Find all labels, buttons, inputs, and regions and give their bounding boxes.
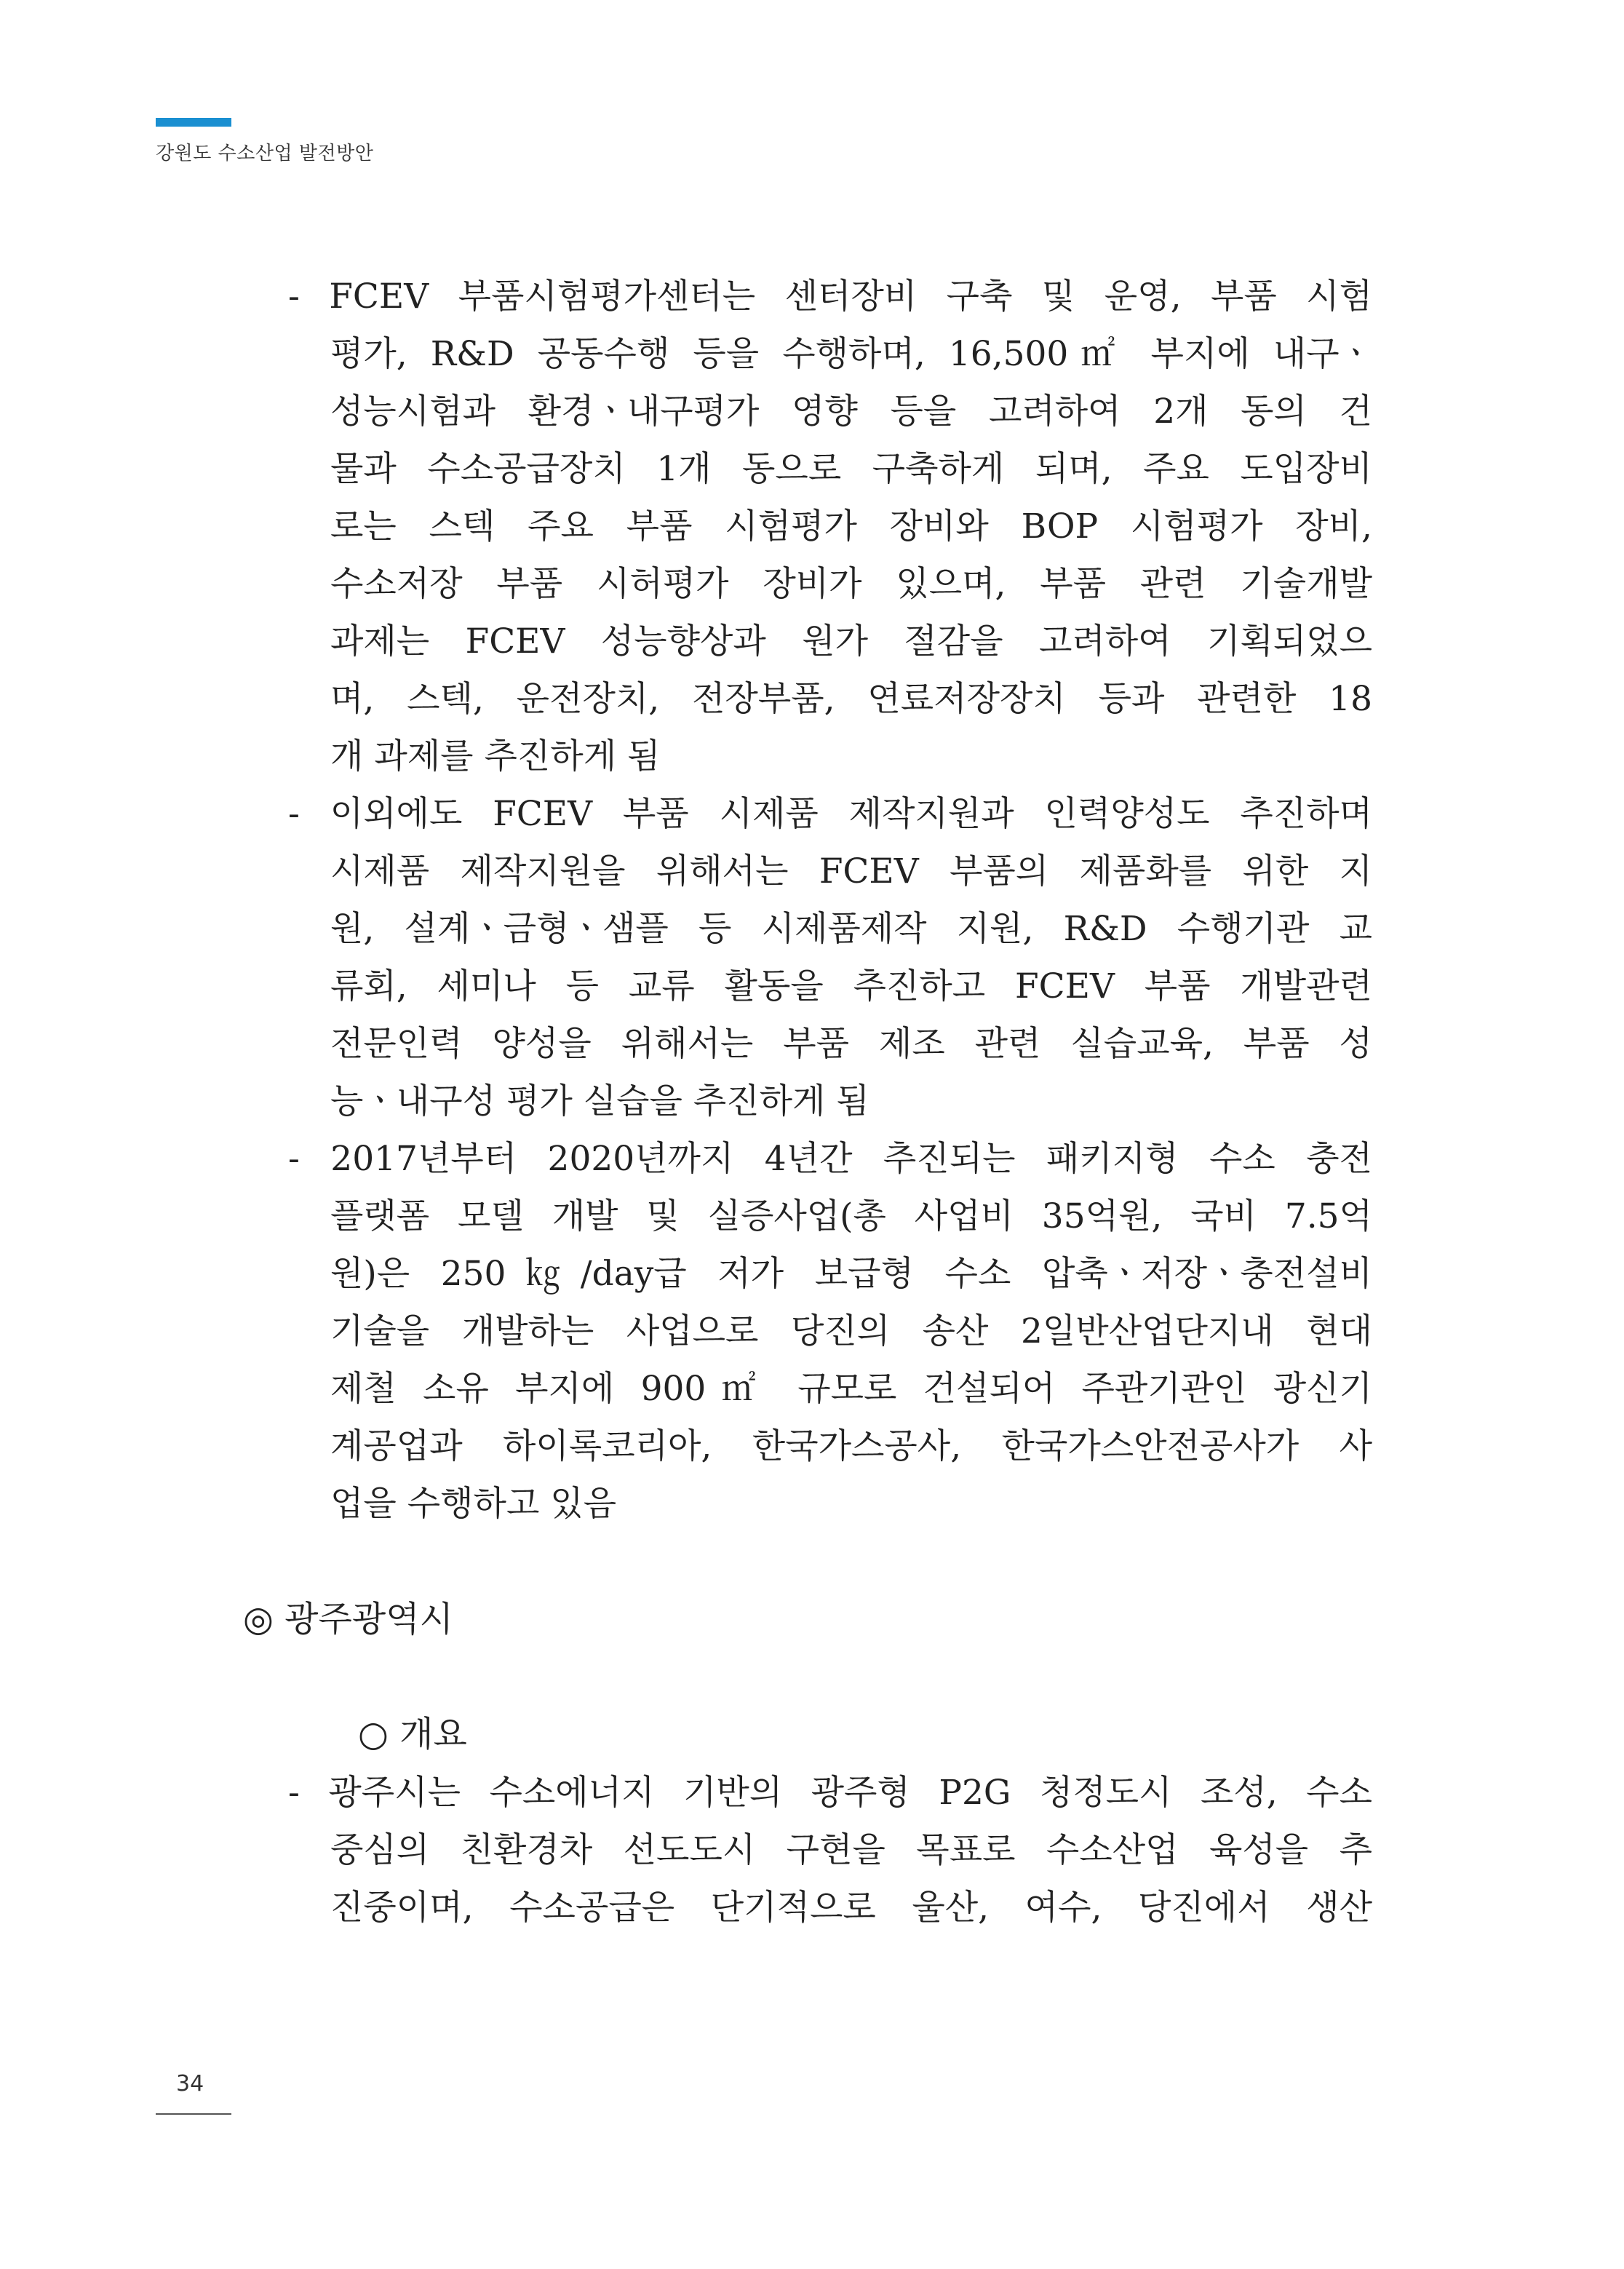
body-text-block xyxy=(288,268,1372,1533)
body-line: - 광주시는 수소에너지 기반의 광주형 P2G 청정도시 조성, 수소 xyxy=(288,1773,1372,1813)
body-line: 능ㆍ내구성 평가 실습을 추진하게 됨 xyxy=(330,1081,869,1121)
body-line: 플랫폼 모델 개발 및 실증사업(총 사업비 35억원, 국비 7.5억 xyxy=(330,1196,1372,1236)
body-line: - 2017년부터 2020년까지 4년간 추진되는 패키지형 수소 충전 xyxy=(288,1139,1372,1179)
body-text-block-2 xyxy=(288,1764,1372,1936)
body-line: 시제품 제작지원을 위해서는 FCEV 부품의 제품화를 위한 지 xyxy=(330,851,1372,891)
body-line: 과제는 FCEV 성능향상과 원가 절감을 고려하여 기획되었으 xyxy=(330,621,1372,661)
body-line: 제철 소유 부지에 900㎡ 규모로 건설되어 주관기관인 광신기 xyxy=(330,1369,1372,1409)
body-line: 중심의 친환경차 선도도시 구현을 목표로 수소산업 육성을 추 xyxy=(330,1830,1372,1870)
body-line: 업을 수행하고 있음 xyxy=(330,1484,617,1524)
page-number: 34 xyxy=(176,2071,204,2097)
body-line: 며, 스텍, 운전장치, 전장부품, 연료저장장치 등과 관련한 18 xyxy=(330,679,1372,719)
body-line: 류회, 세미나 등 교류 활동을 추진하고 FCEV 부품 개발관련 xyxy=(330,966,1372,1006)
body-line: 기술을 개발하는 사업으로 당진의 송산 2일반산업단지내 현대 xyxy=(330,1311,1372,1351)
header-accent-bar xyxy=(156,118,231,127)
body-line: 전문인력 양성을 위해서는 부품 제조 관련 실습교육, 부품 성 xyxy=(330,1024,1372,1064)
sub-heading: ○ 개요 xyxy=(358,1714,467,1755)
body-line: 로는 스텍 주요 부품 시험평가 장비와 BOP 시험평가 장비, xyxy=(330,506,1372,547)
body-line: 수소저장 부품 시허평가 장비가 있으며, 부품 관련 기술개발 xyxy=(330,564,1372,604)
body-line: 원, 설계ㆍ금형ㆍ샘플 등 시제품제작 지원, R&D 수행기관 교 xyxy=(330,909,1372,949)
body-line: - FCEV 부품시험평가센터는 센터장비 구축 및 운영, 부품 시험 xyxy=(288,277,1372,317)
body-line: 개 과제를 추진하게 됨 xyxy=(330,736,661,776)
body-line: 계공업과 하이록코리아, 한국가스공사, 한국가스안전공사가 사 xyxy=(330,1426,1372,1466)
body-line: 물과 수소공급장치 1개 동으로 구축하게 되며, 주요 도입장비 xyxy=(330,449,1372,489)
body-line: - 이외에도 FCEV 부품 시제품 제작지원과 인력양성도 추진하며 xyxy=(288,794,1372,834)
footer-rule xyxy=(156,2113,231,2115)
body-line: 성능시험과 환경ㆍ내구평가 영향 등을 고려하여 2개 동의 건 xyxy=(330,392,1372,432)
section-heading: ◎ 광주광역시 xyxy=(243,1599,453,1640)
body-line: 진중이며, 수소공급은 단기적으로 울산, 여수, 당진에서 생산 xyxy=(330,1888,1372,1928)
running-header: 강원도 수소산업 발전방안 xyxy=(156,143,374,164)
body-line: 평가, R&D 공동수행 등을 수행하며, 16,500㎡ 부지에 내구ㆍ xyxy=(330,334,1372,374)
body-line: 원)은 250㎏/day급 저가 보급형 수소 압축ㆍ저장ㆍ충전설비 xyxy=(330,1254,1372,1294)
